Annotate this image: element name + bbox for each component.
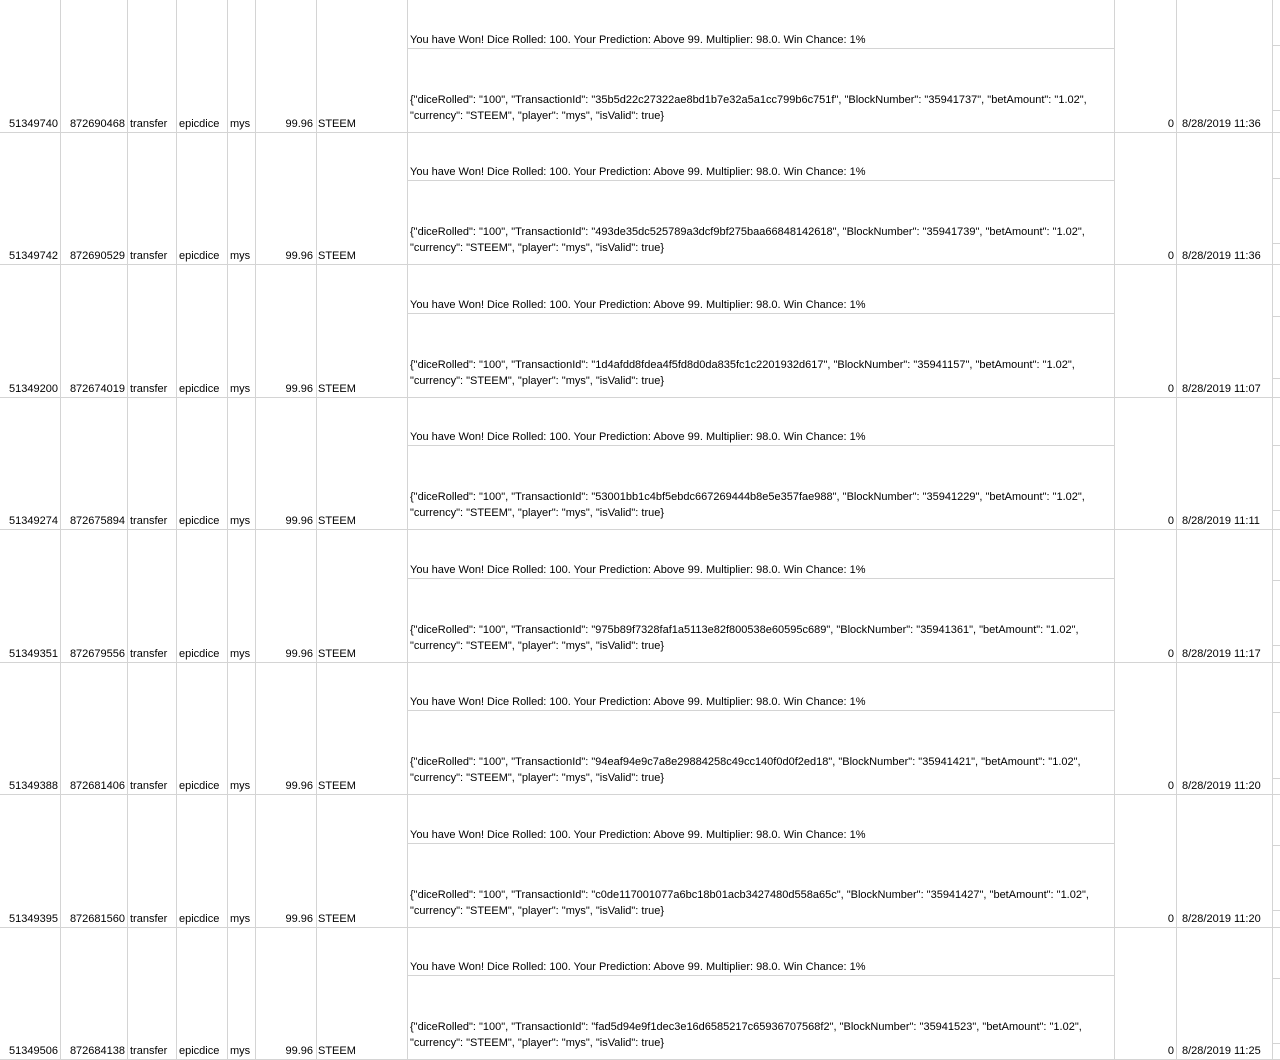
cell-to[interactable]: mys (230, 647, 251, 660)
edge-gridline (1272, 316, 1280, 317)
edge-gridline (1272, 978, 1280, 979)
edge-gridline (1272, 910, 1280, 911)
cell-type[interactable]: transfer (130, 1045, 168, 1057)
edge-gridline (1272, 778, 1280, 779)
cell-to[interactable]: mys (230, 250, 251, 262)
edge-gridline (1272, 510, 1280, 511)
cell-type[interactable]: transfer (130, 250, 168, 262)
cell-from[interactable]: epicdice (179, 912, 220, 925)
edge-gridline (1272, 445, 1280, 446)
inner-gridline (407, 578, 1114, 579)
edge-gridline (1272, 378, 1280, 379)
cell-flag[interactable]: 0 (1167, 250, 1174, 262)
cell-timestamp[interactable]: 8/28/2019 11:17 (1182, 647, 1261, 660)
cell-message[interactable]: You have Won! Dice Rolled: 100. Your Prediction: Above 99. Multiplier: 98.0. Win Chance: 1% (410, 431, 866, 443)
cell-type[interactable]: transfer (130, 912, 168, 925)
cell-amount[interactable]: 99.96 (285, 117, 313, 130)
inner-gridline (407, 445, 1114, 446)
cell-flag[interactable]: 0 (1167, 1045, 1174, 1057)
cell-trx[interactable]: 872681560 (69, 912, 125, 925)
cell-type[interactable]: transfer (130, 515, 168, 527)
edge-gridline (1272, 845, 1280, 846)
cell-type[interactable]: transfer (130, 647, 168, 660)
cell-currency[interactable]: STEEM (318, 912, 356, 925)
cell-type[interactable]: transfer (130, 780, 168, 792)
cell-to[interactable]: mys (230, 1045, 251, 1057)
cell-message[interactable]: You have Won! Dice Rolled: 100. Your Prediction: Above 99. Multiplier: 98.0. Win Chance: 1% (410, 828, 866, 841)
cell-id[interactable]: 51349506 (9, 1045, 58, 1057)
cell-message[interactable]: You have Won! Dice Rolled: 100. Your Prediction: Above 99. Multiplier: 98.0. Win Chance: 1% (410, 166, 866, 178)
table-row[interactable] (0, 662, 1280, 795)
cell-json[interactable]: {"diceRolled": "100", "TransactionId": "975b89f7328faf1a5113e82f800538e60595c689", "BlockNumber": "35941361", "betAmount": "1.02", "currency": "STEEM", "player": "mys", "isValid": true} (410, 623, 1079, 652)
cell-id[interactable]: 51349388 (9, 780, 58, 792)
cell-id[interactable]: 51349200 (9, 382, 58, 395)
edge-gridline (1272, 178, 1280, 179)
cell-currency[interactable]: STEEM (318, 647, 356, 660)
cell-timestamp[interactable]: 8/28/2019 11:11 (1182, 515, 1260, 527)
edge-gridline (1272, 712, 1280, 713)
edge-gridline (1272, 1043, 1280, 1044)
cell-amount[interactable]: 99.96 (285, 1045, 313, 1057)
edge-gridline (1272, 243, 1280, 244)
edge-gridline (1272, 45, 1280, 46)
cell-id[interactable]: 51349742 (9, 250, 58, 262)
cell-message[interactable]: You have Won! Dice Rolled: 100. Your Prediction: Above 99. Multiplier: 98.0. Win Chance: 1% (410, 563, 866, 576)
table-row[interactable] (0, 132, 1280, 265)
inner-gridline (407, 710, 1114, 711)
inner-gridline (407, 48, 1114, 49)
cell-from[interactable]: epicdice (179, 780, 220, 792)
cell-id[interactable]: 51349395 (9, 912, 58, 925)
cell-currency[interactable]: STEEM (318, 1045, 356, 1057)
cell-trx[interactable]: 872684138 (69, 1045, 125, 1057)
cell-json[interactable]: {"diceRolled": "100", "TransactionId": "1d4afdd8fdea4f5fd8d0da835fc1c2201932d617", "BlockNumber": "35941157", "betAmount": "1.02", "currency": "STEEM", "player": "mys", "isValid": true} (410, 358, 1075, 387)
cell-timestamp[interactable]: 8/28/2019 11:20 (1182, 780, 1261, 792)
cell-from[interactable]: epicdice (179, 117, 220, 130)
cell-message[interactable]: You have Won! Dice Rolled: 100. Your Prediction: Above 99. Multiplier: 98.0. Win Chance: 1% (410, 33, 866, 46)
cell-json[interactable]: {"diceRolled": "100", "TransactionId": "fad5d94e9f1dec3e16d6585217c65936707568f2", "BlockNumber": "35941523", "betAmount": "1.02", "currency": "STEEM", "player": "mys", "isValid": true} (410, 1021, 1082, 1049)
cell-to[interactable]: mys (230, 912, 251, 925)
cell-to[interactable]: mys (230, 117, 251, 130)
inner-gridline (407, 843, 1114, 844)
cell-flag[interactable]: 0 (1167, 780, 1174, 792)
cell-timestamp[interactable]: 8/28/2019 11:07 (1182, 382, 1261, 395)
cell-json[interactable]: {"diceRolled": "100", "TransactionId": "493de35dc525789a3dcf9bf275baa66848142618", "BlockNumber": "35941739", "betAmount": "1.02", "currency": "STEEM", "player": "mys", "isValid": true} (410, 226, 1085, 254)
cell-flag[interactable]: 0 (1167, 382, 1174, 395)
cell-flag[interactable]: 0 (1167, 117, 1174, 130)
cell-from[interactable]: epicdice (179, 515, 220, 527)
cell-currency[interactable]: STEEM (318, 250, 356, 262)
inner-gridline (407, 313, 1114, 314)
cell-trx[interactable]: 872679556 (69, 647, 125, 660)
cell-timestamp[interactable]: 8/28/2019 11:36 (1182, 250, 1261, 262)
edge-gridline (1272, 645, 1280, 646)
cell-flag[interactable]: 0 (1167, 912, 1174, 925)
table-row[interactable] (0, 397, 1280, 530)
cell-amount[interactable]: 99.96 (285, 515, 313, 527)
table-row[interactable] (0, 0, 1280, 133)
cell-amount[interactable]: 99.96 (285, 647, 313, 660)
edge-gridline (1272, 580, 1280, 581)
cell-id[interactable]: 51349274 (9, 515, 58, 527)
cell-amount[interactable]: 99.96 (285, 912, 313, 925)
table-row[interactable] (0, 530, 1280, 663)
cell-from[interactable]: epicdice (179, 382, 220, 395)
cell-timestamp[interactable]: 8/28/2019 11:25 (1182, 1045, 1261, 1057)
cell-id[interactable]: 51349740 (9, 117, 58, 130)
cell-json[interactable]: {"diceRolled": "100", "TransactionId": "c0de117001077a6bc18b01acb3427480d558a65c", "BlockNumber": "35941427", "betAmount": "1.02", "currency": "STEEM", "player": "mys", "isValid": true} (410, 888, 1089, 917)
cell-trx[interactable]: 872674019 (69, 382, 125, 395)
cell-trx[interactable]: 872690529 (69, 250, 125, 262)
cell-currency[interactable]: STEEM (318, 780, 356, 792)
inner-gridline (407, 975, 1114, 976)
table-row[interactable] (0, 265, 1280, 398)
cell-message[interactable]: You have Won! Dice Rolled: 100. Your Prediction: Above 99. Multiplier: 98.0. Win Chance: 1% (410, 298, 866, 311)
cell-trx[interactable]: 872690468 (69, 117, 125, 130)
cell-from[interactable]: epicdice (179, 1045, 220, 1057)
cell-amount[interactable]: 99.96 (285, 250, 313, 262)
cell-to[interactable]: mys (230, 780, 251, 792)
cell-timestamp[interactable]: 8/28/2019 11:20 (1182, 912, 1261, 925)
cell-trx[interactable]: 872681406 (69, 780, 125, 792)
cell-flag[interactable]: 0 (1167, 515, 1174, 527)
cell-type[interactable]: transfer (130, 382, 168, 395)
edge-gridline (1272, 110, 1280, 111)
cell-currency[interactable]: STEEM (318, 382, 356, 395)
cell-to[interactable]: mys (230, 515, 251, 527)
cell-json[interactable]: {"diceRolled": "100", "TransactionId": "53001bb1c4bf5ebdc667269444b8e5e357fae988", "BlockNumber": "35941229", "betAmount": "1.02", "currency": "STEEM", "player": "mys", "isValid": true} (410, 491, 1085, 519)
cell-json[interactable]: {"diceRolled": "100", "TransactionId": "94eaf94e9c7a8e29884258c49cc140f0d0f2ed18", "BlockNumber": "35941421", "betAmount": "1.02", "currency": "STEEM", "player": "mys", "isValid": true} (410, 756, 1081, 784)
cell-type[interactable]: transfer (130, 117, 168, 130)
inner-gridline (407, 180, 1114, 181)
table-row[interactable] (0, 927, 1280, 1060)
cell-amount[interactable]: 99.96 (285, 780, 313, 792)
cell-to[interactable]: mys (230, 382, 251, 395)
cell-from[interactable]: epicdice (179, 647, 220, 660)
table-row[interactable] (0, 795, 1280, 928)
cell-flag[interactable]: 0 (1167, 647, 1174, 660)
cell-trx[interactable]: 872675894 (69, 515, 125, 527)
cell-from[interactable]: epicdice (179, 250, 220, 262)
cell-message[interactable]: You have Won! Dice Rolled: 100. Your Prediction: Above 99. Multiplier: 98.0. Win Chance: 1% (410, 961, 866, 973)
cell-id[interactable]: 51349351 (9, 647, 58, 660)
cell-timestamp[interactable]: 8/28/2019 11:36 (1182, 117, 1261, 130)
cell-message[interactable]: You have Won! Dice Rolled: 100. Your Prediction: Above 99. Multiplier: 98.0. Win Chance: 1% (410, 696, 866, 708)
cell-currency[interactable]: STEEM (318, 117, 356, 130)
cell-amount[interactable]: 99.96 (285, 382, 313, 395)
cell-currency[interactable]: STEEM (318, 515, 356, 527)
cell-json[interactable]: {"diceRolled": "100", "TransactionId": "35b5d22c27322ae8bd1b7e32a5a1cc799b6c751f", "BlockNumber": "35941737", "betAmount": "1.02", "currency": "STEEM", "player": "mys", "isValid": true} (410, 93, 1087, 122)
